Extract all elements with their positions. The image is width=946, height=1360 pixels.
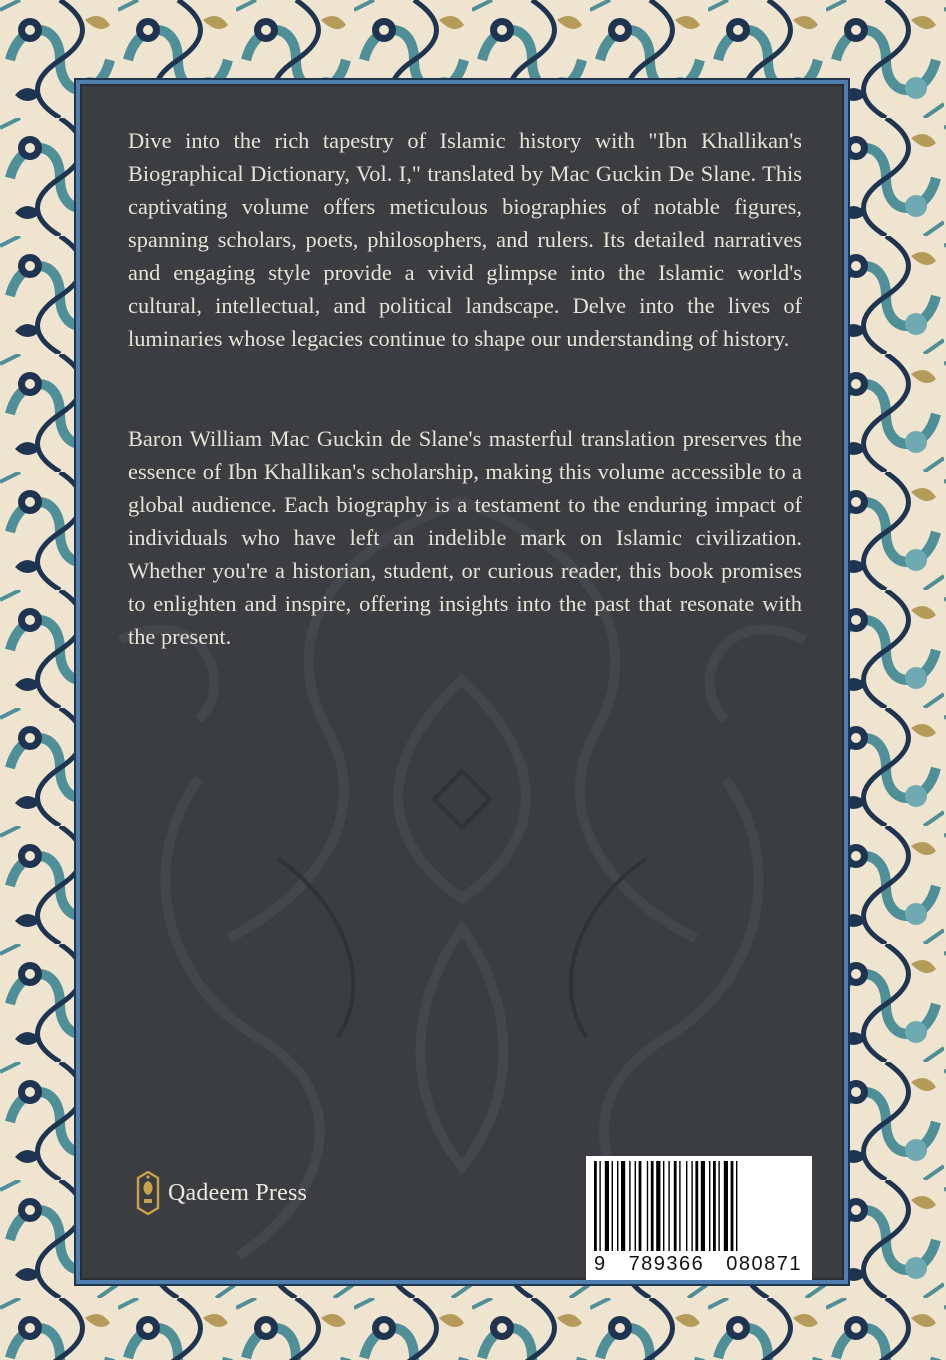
barcode-bar (736, 1161, 737, 1251)
description-paragraph-1: Dive into the rich tapestry of Islamic history with "Ibn Khallikan's Biographical Dictionary, Vol. I," translated by Mac Guckin De Slane. This captivating volume offers meticulous biographies of notable figures, spanning scholars, poets, philosophers, and rulers. Its detailed narratives and engaging style provide a vivid glimpse into the Islamic world's cultural, intellectual, and political landscape. Delve into the lives of luminaries whose legacies continue to shape our understanding of history. (128, 128, 802, 351)
barcode-bar (701, 1161, 705, 1251)
barcode-bar (695, 1161, 698, 1251)
barcode-bar (709, 1161, 710, 1251)
barcode-bar (621, 1161, 625, 1251)
barcode-bar (617, 1161, 618, 1251)
barcode-bar (647, 1161, 648, 1251)
barcode-bar (605, 1161, 609, 1251)
barcode-bar (731, 1161, 734, 1251)
barcode-number (592, 1251, 806, 1277)
publisher-name: Qadeem Press (168, 1179, 308, 1206)
publisher-imprint (136, 1168, 307, 1218)
barcode-bar (718, 1161, 719, 1251)
barcode-left-group: 789366 (628, 1253, 705, 1275)
barcode-bar (635, 1161, 636, 1251)
back-cover-panel (76, 80, 848, 1284)
barcode-bar (713, 1161, 716, 1251)
barcode-bar (639, 1161, 642, 1251)
barcode-bar (663, 1161, 664, 1251)
barcode-bar (679, 1161, 680, 1251)
barcode-bar (691, 1161, 692, 1251)
barcode-bar (594, 1161, 597, 1251)
barcode-bar (686, 1161, 687, 1251)
barcode-right-group: 080871 (726, 1253, 802, 1275)
isbn-barcode (586, 1156, 812, 1282)
barcode-bar (674, 1161, 677, 1251)
description-paragraph-2: Baron William Mac Guckin de Slane's masterful translation preserves the essence of Ibn Khallikan's scholarship, making this volume accessible to a global audience. Each biography is a testament to the enduring impact of individuals who have left an indelible mark on Islamic civilization. Whether you're a historian, student, or curious reader, this book promises to enlighten and inspire, offering insights into the past that resonate with the present. (128, 426, 802, 649)
barcode-bars (592, 1161, 806, 1251)
qadeem-press-logo-icon (136, 1171, 160, 1215)
barcode-bar (724, 1161, 728, 1251)
barcode-bar (651, 1161, 654, 1251)
barcode-bar (656, 1161, 660, 1251)
barcode-bar (612, 1161, 613, 1251)
barcode-bar (599, 1161, 600, 1251)
barcode-bar (629, 1161, 630, 1251)
barcode-bar (668, 1161, 669, 1251)
barcode-prefix-digit: 9 (594, 1253, 607, 1275)
